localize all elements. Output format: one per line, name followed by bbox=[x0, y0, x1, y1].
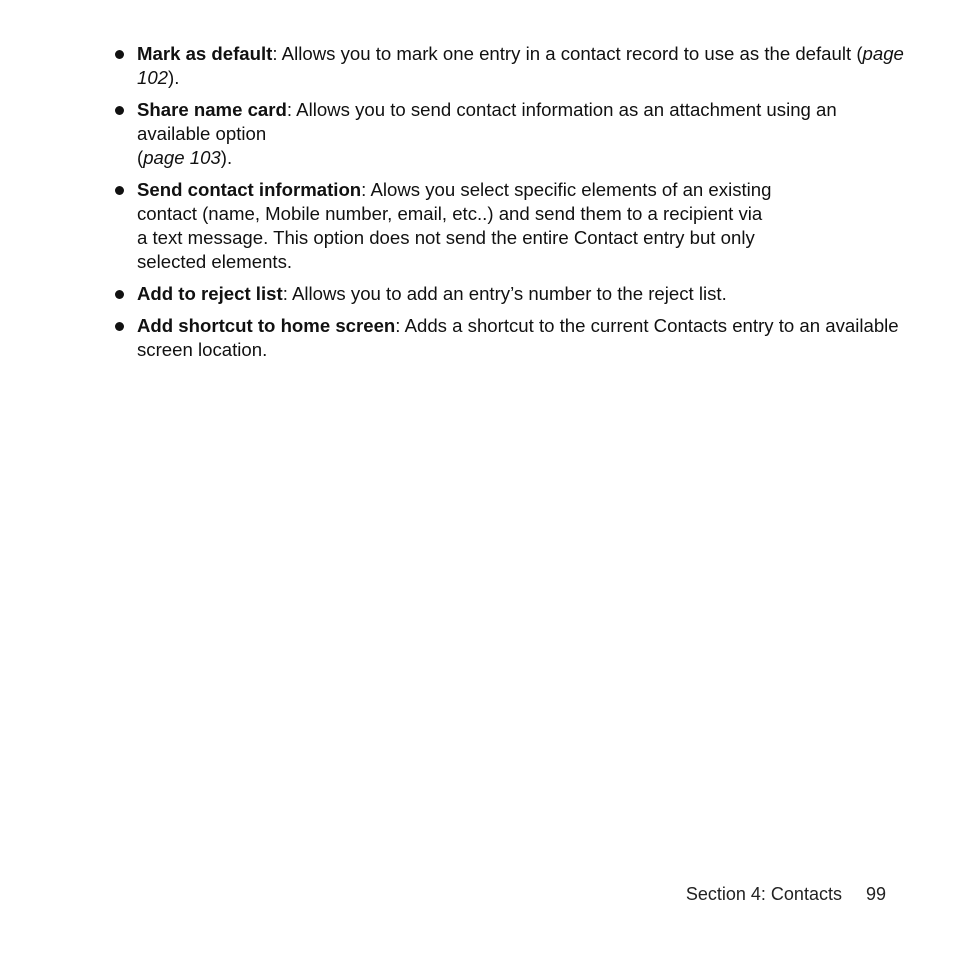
list-item-add-shortcut-to-home-screen bbox=[114, 314, 914, 362]
list-item-add-to-reject-list bbox=[114, 282, 914, 306]
bullet-icon bbox=[115, 186, 124, 195]
item-text-open: ( bbox=[137, 147, 144, 168]
item-term: Share name card bbox=[137, 99, 287, 120]
item-text: Adds a shortcut to the current Contacts entry to an available screen location. bbox=[137, 315, 899, 360]
page-reference-link[interactable]: page 102 bbox=[137, 43, 904, 88]
item-text: Allows you to mark one entry in a contact record to use as the default ( bbox=[277, 43, 863, 64]
bullet-list bbox=[114, 42, 914, 370]
item-colon: : bbox=[361, 179, 367, 200]
item-colon: : bbox=[395, 315, 401, 336]
item-term: Send contact information bbox=[137, 179, 362, 200]
bullet-icon bbox=[115, 106, 124, 115]
list-item-send-contact-information bbox=[114, 178, 914, 274]
bullet-icon bbox=[115, 50, 124, 59]
page-reference-link[interactable]: page 103 bbox=[143, 147, 221, 168]
list-item-share-name-card bbox=[114, 98, 914, 170]
item-term: Add to reject list bbox=[137, 283, 283, 304]
bullet-icon bbox=[115, 322, 124, 331]
bullet-icon bbox=[115, 290, 124, 299]
item-text-line: contact (name, Mobile number, email, etc..) and send them to a recipient via bbox=[137, 203, 763, 224]
item-colon: : bbox=[272, 43, 278, 64]
item-colon: : bbox=[286, 99, 293, 120]
item-text-end: ). bbox=[168, 67, 180, 88]
item-text-line: selected elements. bbox=[137, 251, 293, 272]
item-term: Add shortcut to home screen bbox=[137, 315, 396, 336]
page-number: 99 bbox=[865, 884, 886, 904]
item-text: Allows you to send contact information as an attachment using an available option bbox=[137, 99, 837, 144]
item-text-line: Alows you select specific elements of an existing bbox=[366, 179, 772, 200]
item-colon: : bbox=[282, 283, 288, 304]
item-text-line: a text message. This option does not send the entire Contact entry but only bbox=[137, 227, 755, 248]
page-footer bbox=[686, 882, 886, 906]
item-text-end: ). bbox=[220, 147, 233, 168]
footer-section-title: Section 4: Contacts bbox=[685, 884, 842, 904]
item-term: Mark as default bbox=[137, 43, 273, 64]
item-text: Allows you to add an entry’s number to the reject list. bbox=[287, 283, 727, 304]
list-item-mark-as-default bbox=[114, 42, 914, 90]
